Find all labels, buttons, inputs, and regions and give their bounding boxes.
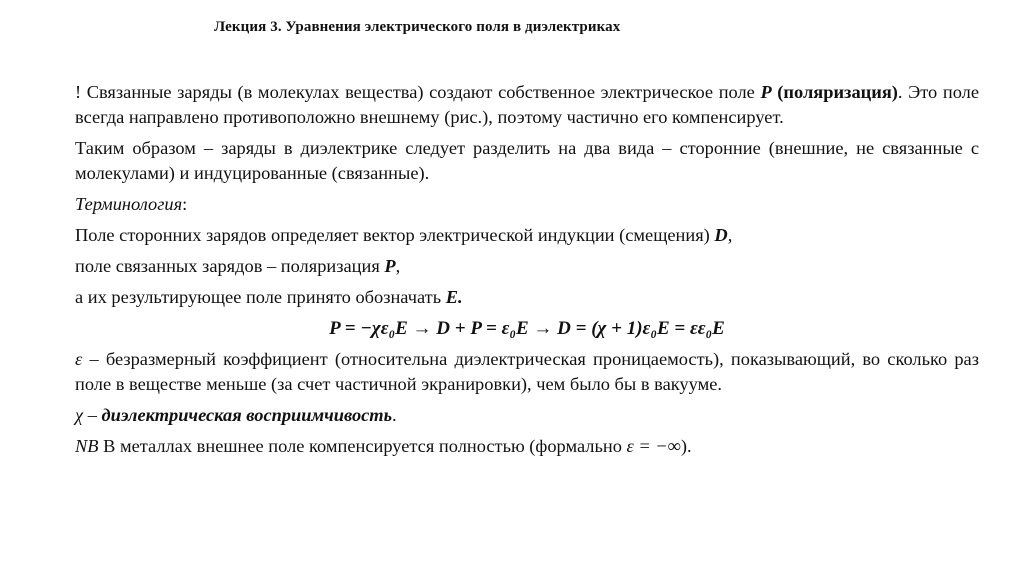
text: поле связанных зарядов – поляризация (75, 256, 385, 276)
paragraph-resulting-field (75, 285, 979, 310)
term-susceptibility: диэлектрическая восприимчивость (101, 405, 393, 425)
text: Поле сторонних зарядов определяет вектор электрической индукции (смещения) (75, 225, 715, 245)
text: ). (680, 436, 692, 456)
terminology-label: Терминология (75, 194, 183, 214)
paragraph-induction (75, 223, 979, 248)
symbol-epsilon: ε (75, 349, 83, 369)
text: . Это поле всегда направлено противоположно внешнему (рис.), поэтому частично его компенсирует. (75, 82, 979, 127)
lecture-body (75, 80, 979, 465)
paragraph-polarization (75, 254, 979, 279)
symbol-chi: χ (75, 405, 84, 425)
paragraph-permittivity (75, 347, 979, 397)
paragraph-bound-charges (75, 80, 979, 130)
text: а их результирующее поле принято обозначать (75, 287, 446, 307)
text: В металлах внешнее поле компенсируется полностью (формально (98, 436, 627, 456)
symbol-p: P (760, 82, 772, 102)
paragraph-metals (75, 434, 979, 459)
paragraph-terminology (75, 192, 979, 217)
term-polarization: (поляризация) (777, 82, 898, 102)
text: ! Связанные заряды (в молекулах вещества) создают собственное электрическое поле (75, 82, 761, 102)
text: – (83, 405, 102, 425)
text: : (182, 194, 188, 214)
text: . (392, 405, 397, 425)
text: , (395, 256, 401, 276)
lecture-title: Лекция 3. Уравнения электрического поля в диэлектриках (214, 19, 621, 35)
symbol-e: E. (445, 287, 463, 307)
paragraph-charge-types: Таким образом – заряды в диэлектрике следует разделить на два вида – сторонние (внешние, не связанные с молекулами) и индуцированные (связанные). (75, 138, 979, 183)
symbol-p: P (384, 256, 396, 276)
text: , (727, 225, 733, 245)
paragraph-susceptibility (75, 403, 979, 428)
metal-formula: ε = −∞ (626, 436, 681, 456)
nb-label: NB (75, 436, 99, 456)
main-formula: P = −χε₀E → D + P = ε₀E → D = (χ + 1)ε₀E = εε₀E (329, 318, 725, 339)
symbol-d: D (714, 225, 728, 245)
text: – безразмерный коэффициент (относительна диэлектрическая проницаемость), показывающий, во сколько раз поле в веществе меньше (за счет частичной экранировки), чем было бы в вакууме. (75, 349, 979, 394)
